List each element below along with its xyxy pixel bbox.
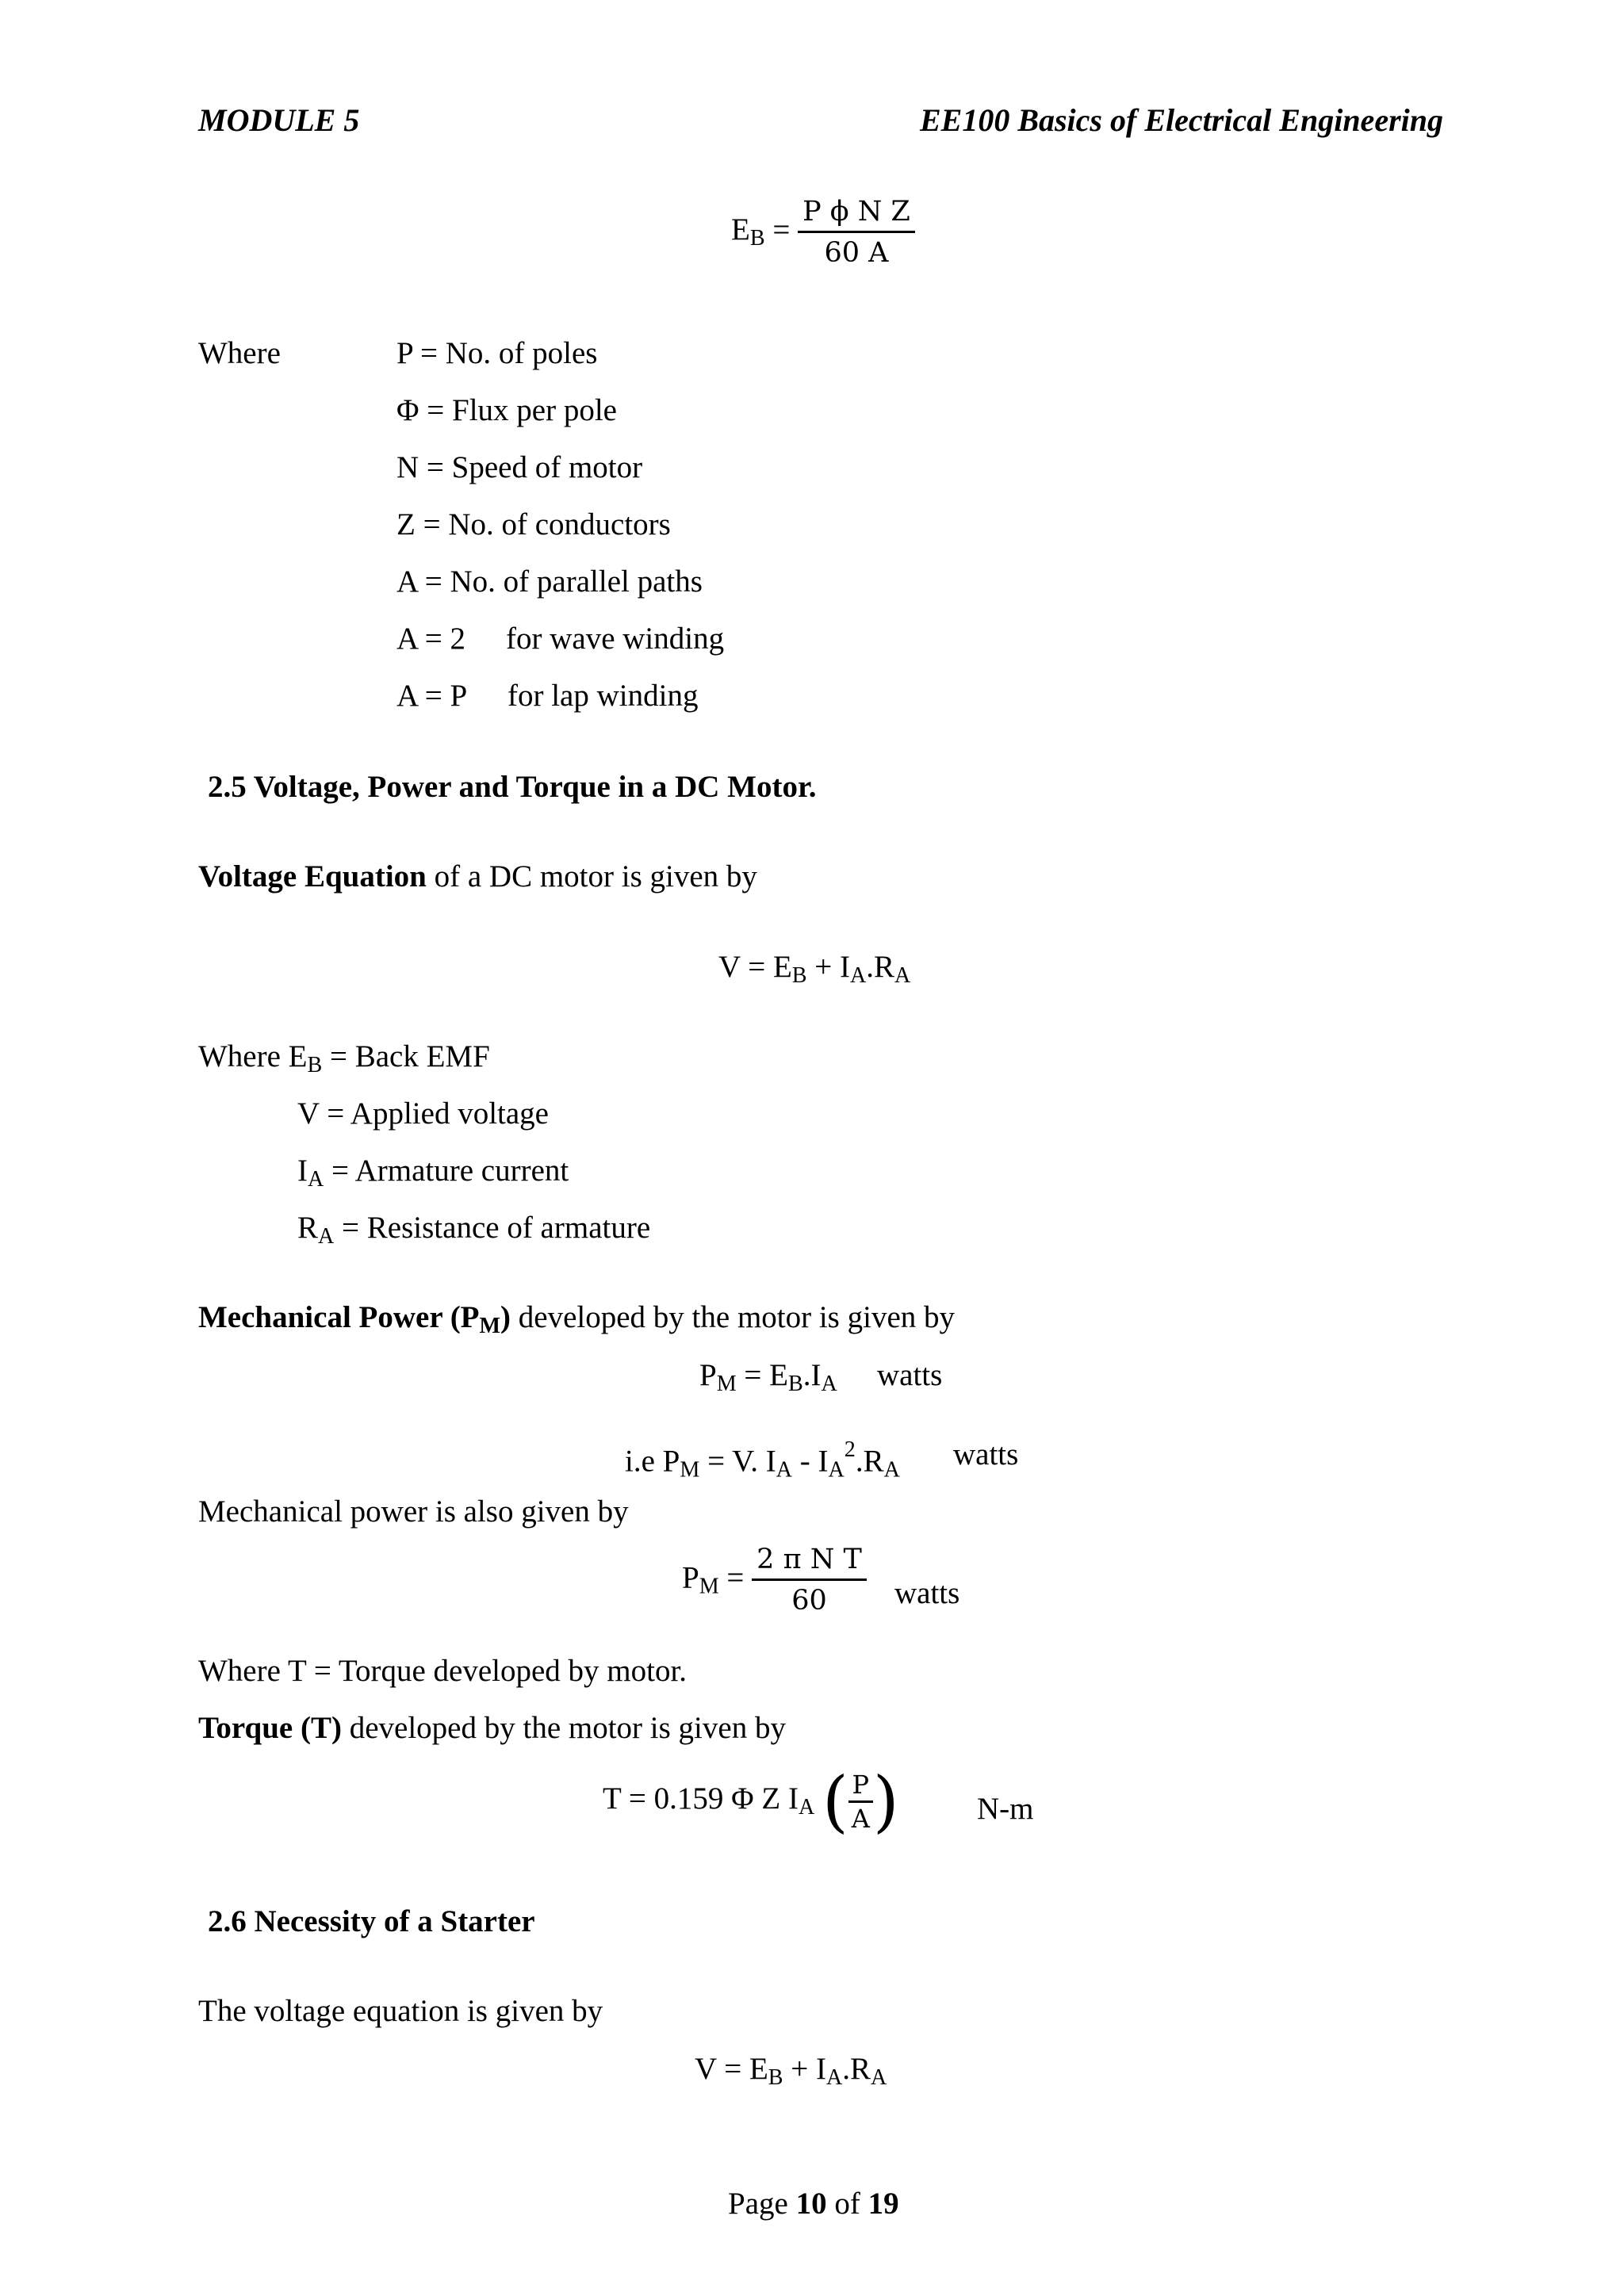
pm-equation-1: $P_M = E_B.I_A$ [699, 1358, 837, 1397]
def-conductors: Z = No. of conductors [396, 507, 671, 541]
torque-fraction [848, 1769, 873, 1834]
where-torque: Where T = Torque developed by motor. [198, 1654, 688, 1688]
def-poles: P = No. of poles [396, 336, 598, 370]
pm-denominator: 60 [791, 1585, 827, 1617]
torque-equation-unit: N-m [977, 1792, 1034, 1826]
section-2-6-voltage-equation: $V = E_B + I_A.R_A$ [695, 2052, 887, 2091]
eb-equals: = [772, 212, 791, 247]
mech-power-also: Mechanical power is also given by [198, 1494, 629, 1529]
torque-denominator: A [851, 1803, 870, 1834]
torque-left-paren: ( [822, 1762, 848, 1840]
page-number: Page 10 of 19 [728, 2187, 899, 2221]
pm-equation-2-unit: watts [953, 1437, 1019, 1471]
eb-lhs: $E_B$ [731, 212, 765, 251]
header-module: MODULE 5 [198, 102, 360, 138]
def-armature-resistance: $R_A$ = Resistance of armature [297, 1211, 651, 1249]
eb-denominator: 60 A [824, 237, 889, 269]
torque-equation: T = 0.159 Φ Z $I_A$ ( $\frac{P}{A}$ ) [603, 1762, 899, 1840]
section-2-6-intro: The voltage equation is given by [198, 1994, 603, 2028]
eb-numerator: P ϕ N Z [798, 198, 915, 233]
pm-equation-2: i.e $P_M = V$. $I_A - I_A^2.R_A$ [625, 1437, 900, 1483]
def-lap-desc: for lap winding [508, 679, 699, 713]
pm-equation-3: $P_M$ = $\frac{\text{2 π N T}}{60}$ [682, 1546, 867, 1615]
def-flux: Φ = Flux per pole [396, 393, 617, 427]
pm-numerator: 2 π N T [752, 1546, 867, 1581]
torque-intro: Torque (T) developed by the motor is given by [198, 1711, 786, 1745]
def-wave-desc: for wave winding [506, 622, 725, 656]
pm-equation-1-unit: watts [877, 1358, 943, 1392]
torque-right-paren: ) [872, 1762, 899, 1840]
voltage-equation: $V = E_B + I_A.R_A$ [718, 950, 911, 989]
header-course-title: EE100 Basics of Electrical Engineering [919, 102, 1443, 138]
def-speed: N = Speed of motor [396, 450, 643, 484]
mechanical-power-intro: Mechanical Power $(P_M)$ developed by the motor is given by [198, 1300, 956, 1339]
def-lap-eq: A = P [396, 679, 468, 713]
back-emf-formula [731, 198, 915, 267]
def-back-emf: Where $E_B$ = Back EMF [198, 1039, 490, 1078]
section-2-6-heading: 2.6 Necessity of a Starter [208, 1904, 535, 1938]
def-parallel-paths: A = No. of parallel paths [396, 564, 703, 599]
eb-fraction [798, 198, 915, 267]
pm-equation-3-unit: watts [894, 1576, 960, 1610]
def-armature-current: $I_A$ = Armature current [297, 1154, 569, 1192]
where-label: Where [198, 336, 281, 370]
voltage-equation-intro: Voltage Equation of a DC motor is given by [198, 859, 757, 894]
def-wave-eq: A = 2 [396, 622, 466, 656]
torque-numerator: P [848, 1772, 873, 1803]
def-applied-voltage: V = Applied voltage [297, 1096, 549, 1131]
pm-fraction [752, 1546, 867, 1615]
section-2-5-heading: 2.5 Voltage, Power and Torque in a DC Motor. [208, 770, 817, 804]
